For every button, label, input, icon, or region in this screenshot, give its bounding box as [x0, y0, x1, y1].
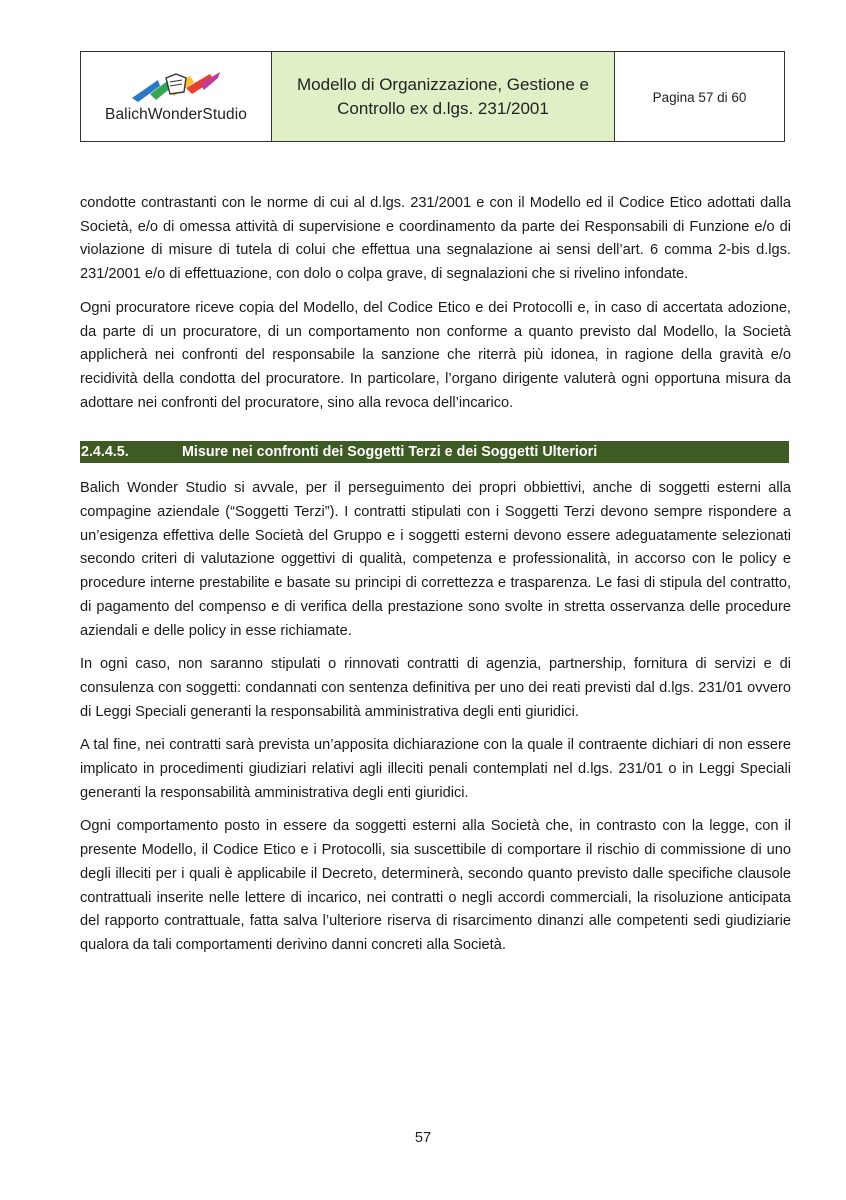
logo-text: BalichWonderStudio [105, 105, 247, 123]
paragraph: Balich Wonder Studio si avvale, per il perseguimento dei propri obbiettivi, anche di soggetti esterni alla compagine aziendale (“Soggetti Terzi”). I contratti stipulati con i Soggetti Terzi devono sempre rispondere a un’esigenza effettiva delle Società del Gruppo e i soggetti esterni devono essere adeguatamente selezionati secondo criteri di valutazione oggettivi di qualità, competenza e professionalità, in accorso con le policy e procedure interne prestabilite e basate su principi di correttezza e trasparenza. Le fasi di stipula del contratto, di pagamento del compenso e di verifica della prestazione sono svolte in stretta osservanza delle procedure aziendali e delle policy in esse richiamate. [80, 480, 791, 639]
paragraph: Ogni comportamento posto in essere da soggetti esterni alla Società che, in contrasto con la legge, con il presente Modello, il Codice Etico e i Protocolli, sia suscettibile di comportare il rischio di commissione di uno degli illeciti per i quali è applicabile il Decreto, determinerà, secondo quanto previsto dalle specifiche clausole contrattuali inserite nelle lettere di incarico, nei contratti o negli accordi commerciali, la risoluzione anticipata del rapporto contrattuale, fatta salva l’ulteriore riserva di risarcimento dinanzi alle competenti sedi giudiziarie qualora da tali comportamenti derivino danni concreti alla Società. [80, 818, 791, 953]
section-title: Misure nei confronti dei Soggetti Terzi e dei Soggetti Ulteriori [182, 444, 598, 461]
paragraph: condotte contrastanti con le norme di cui al d.lgs. 231/2001 e con il Modello ed il Codice Etico adottati dalla Società, e/o di omessa attività di supervisione e coordinamento da parte dei Responsabili di Funzione e/o di violazione di misure di tutela di colui che effettua una segnalazione ai sensi dell’art. 6 comma 2-bis d.lgs. 231/2001 e/o di effettuazione, con dolo o colpa grave, di segnalazioni che si rivelino infondate. [80, 195, 791, 283]
logo-cell [81, 52, 272, 141]
company-logo-icon [130, 70, 222, 104]
document-header [80, 51, 785, 142]
paragraph: In ogni caso, non saranno stipulati o rinnovati contratti di agenzia, partnership, fornitura di servizi e di consulenza con soggetti: condannati con sentenza definitiva per uno dei reati previsti dal d.lgs. 231/01 ovvero di Leggi Speciali generanti la responsabilità amministrativa degli enti giuridici. [80, 656, 791, 720]
paragraph: A tal fine, nei contratti sarà prevista un’apposita dichiarazione con la quale il contraente dichiari di non essere implicato in procedimenti giudiziari relativi agli illeciti penali contemplati nel d.lgs. 231/01 o in Leggi Speciali generanti la responsabilità amministrativa degli enti giuridici. [80, 737, 791, 801]
document-title: Modello di Organizzazione, Gestione e Controllo ex d.lgs. 231/2001 [272, 52, 615, 141]
section-number: 2.4.4.5. [81, 444, 129, 461]
page-indicator: Pagina 57 di 60 [652, 90, 747, 105]
section-heading [80, 441, 789, 463]
page-number: 57 [414, 1130, 432, 1146]
document-body [80, 192, 791, 968]
paragraph: Ogni procuratore riceve copia del Modello, del Codice Etico e dei Protocolli e, in caso di accertata adozione, da parte di un procuratore, di un comportamento non conforme a quanto previsto dal Modello, la Società applicherà nei confronti del responsabile la sanzione che riterrà più idonea, in ragione della gravità e/o recidività della condotta del procuratore. In particolare, l’organo dirigente valuterà ogni opportuna misura da adottare nei confronti del procuratore, sino alla revoca dell’incarico. [80, 299, 791, 411]
